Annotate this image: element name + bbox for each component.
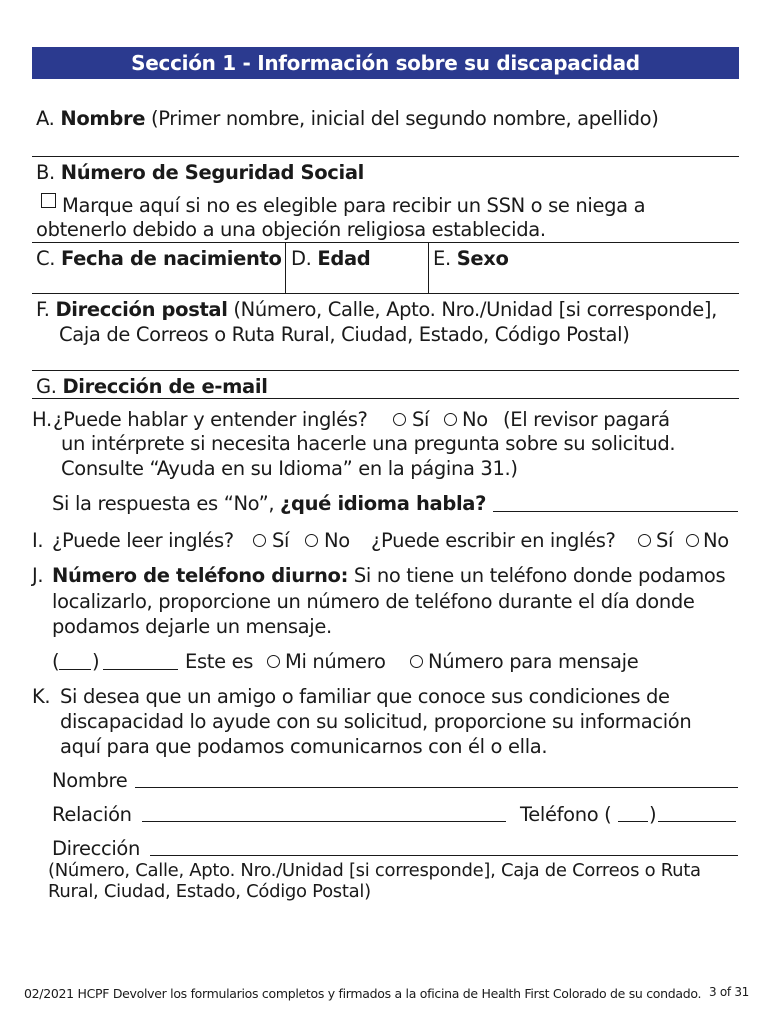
speak-english-yes-radio[interactable] [393, 413, 406, 426]
field-c-heading [36, 247, 282, 271]
section-title: Sección 1 - Información sobre su discapacidad [32, 47, 739, 79]
write-english-question: ¿Puede escribir en inglés? [371, 529, 616, 552]
read-english-question: ¿Puede leer inglés? [52, 529, 234, 552]
footer-text: 02/2021 HCPF Devolver los formularios completos y firmados a la oficina de Health First Colorado de su condado. [24, 986, 702, 1001]
field-b-line[interactable] [32, 242, 739, 243]
field-a-label: Nombre [60, 107, 146, 130]
daytime-phone-text1: Si no tiene un teléfono donde podamos [353, 564, 726, 587]
message-number-label: Número para mensaje [428, 650, 639, 673]
helper-phone-close: ) [649, 803, 657, 826]
write-english-yes-label: Sí [656, 529, 674, 552]
field-f-hint2: Caja de Correos o Ruta Rural, Ciudad, Estado, Código Postal) [59, 323, 630, 346]
interpreter-note-line2: un intérprete si necesita hacerle una pregunta sobre su solicitud. [61, 432, 676, 455]
helper-text1: Si desea que un amigo o familiar que conoce sus condiciones de [60, 685, 670, 708]
field-f-heading [36, 298, 717, 322]
field-a-letter: A. [36, 107, 55, 130]
field-j-letter: J. [32, 564, 44, 587]
field-f-hint1: (Número, Calle, Apto. Nro./Unidad [si corresponde], [233, 298, 717, 321]
language-input-line[interactable] [493, 511, 738, 512]
read-english-no-label: No [324, 529, 350, 552]
helper-address-hint1: (Número, Calle, Apto. Nro./Unidad [si corresponde], Caja de Correos o Ruta [48, 860, 701, 881]
read-english-yes-radio[interactable] [253, 534, 266, 547]
divider-c-d [285, 242, 286, 294]
field-g-label: Dirección de e-mail [62, 375, 268, 398]
phone-area-close: ) [92, 650, 100, 673]
field-f-label: Dirección postal [55, 298, 228, 321]
phone-number-line[interactable] [103, 669, 178, 670]
helper-text2: discapacidad lo ayude con su solicitud, proporcione su información [60, 710, 692, 733]
field-f-line[interactable] [32, 370, 739, 371]
message-number-radio[interactable] [410, 655, 423, 668]
field-b-label: Número de Seguridad Social [60, 161, 364, 184]
daytime-phone-heading [52, 564, 725, 588]
write-english-no-radio[interactable] [686, 534, 699, 547]
helper-name-label: Nombre [52, 769, 128, 792]
write-english-yes-radio[interactable] [638, 534, 651, 547]
page-number: 3 of 31 [709, 985, 749, 999]
field-e-heading [433, 247, 509, 271]
speak-english-no-radio[interactable] [444, 413, 457, 426]
helper-address-line[interactable] [150, 855, 738, 856]
field-g-heading [36, 375, 268, 399]
field-g-line[interactable] [32, 398, 739, 399]
field-d-heading [291, 247, 370, 271]
field-g-letter: G. [36, 375, 57, 398]
helper-address-hint2: Rural, Ciudad, Estado, Código Postal) [48, 881, 371, 902]
field-e-label: Sexo [456, 247, 509, 270]
helper-phone-area-line[interactable] [618, 821, 648, 822]
language-question [52, 492, 486, 516]
field-d-label: Edad [317, 247, 371, 270]
interpreter-note-line3: Consulte “Ayuda en su Idioma” en la página 31.) [61, 457, 518, 480]
daytime-phone-text2: localizarlo, proporcione un número de teléfono durante el día donde [52, 590, 695, 613]
speak-english-yes-label: Sí [412, 408, 430, 431]
helper-name-line[interactable] [135, 787, 738, 788]
phone-area-code-line[interactable] [59, 669, 91, 670]
speak-english-no-label: No [462, 408, 488, 431]
write-english-no-label: No [703, 529, 729, 552]
speak-english-question: ¿Puede hablar y entender inglés? [53, 408, 368, 431]
field-b-letter: B. [36, 161, 55, 184]
helper-relation-label: Relación [52, 803, 132, 826]
interpreter-note-line1: (El revisor pagará [503, 408, 670, 431]
my-number-label: Mi número [285, 650, 386, 673]
field-b-heading [36, 161, 364, 185]
ssn-checkbox-label-line2: obtenerlo debido a una objeción religiosa establecida. [36, 218, 546, 241]
ssn-ineligible-checkbox[interactable] [41, 193, 56, 208]
divider-d-e [428, 242, 429, 294]
language-question-bold: ¿qué idioma habla? [280, 492, 487, 515]
phone-area-open: ( [52, 650, 60, 673]
helper-phone-number-line[interactable] [658, 821, 736, 822]
daytime-phone-text3: podamos dejarle un mensaje. [52, 615, 332, 638]
ssn-checkbox-label-line1: Marque aquí si no es elegible para recibir un SSN o se niega a [62, 194, 646, 217]
daytime-phone-label: Número de teléfono diurno: [52, 564, 349, 587]
helper-text3: aquí para que podamos comunicarnos con él o ella. [60, 735, 548, 758]
field-a-heading [36, 107, 659, 131]
helper-phone-label: Teléfono ( [520, 803, 612, 826]
field-a-line[interactable] [32, 156, 739, 157]
field-k-letter: K. [32, 685, 51, 708]
helper-relation-line[interactable] [142, 821, 506, 822]
language-prefix: Si la respuesta es “No”, [52, 492, 275, 515]
field-cde-line[interactable] [32, 293, 739, 294]
field-d-letter: D. [291, 247, 312, 270]
field-i-letter: I. [32, 529, 44, 552]
field-c-letter: C. [36, 247, 56, 270]
field-a-hint: (Primer nombre, inicial del segundo nombre, apellido) [150, 107, 659, 130]
field-c-label: Fecha de nacimiento [60, 247, 282, 270]
field-h-letter: H. [32, 408, 52, 431]
field-f-letter: F. [36, 298, 50, 321]
read-english-no-radio[interactable] [305, 534, 318, 547]
my-number-radio[interactable] [267, 655, 280, 668]
phone-type-label: Este es [185, 650, 254, 673]
field-e-letter: E. [433, 247, 451, 270]
read-english-yes-label: Sí [272, 529, 290, 552]
helper-address-label: Dirección [52, 837, 141, 860]
